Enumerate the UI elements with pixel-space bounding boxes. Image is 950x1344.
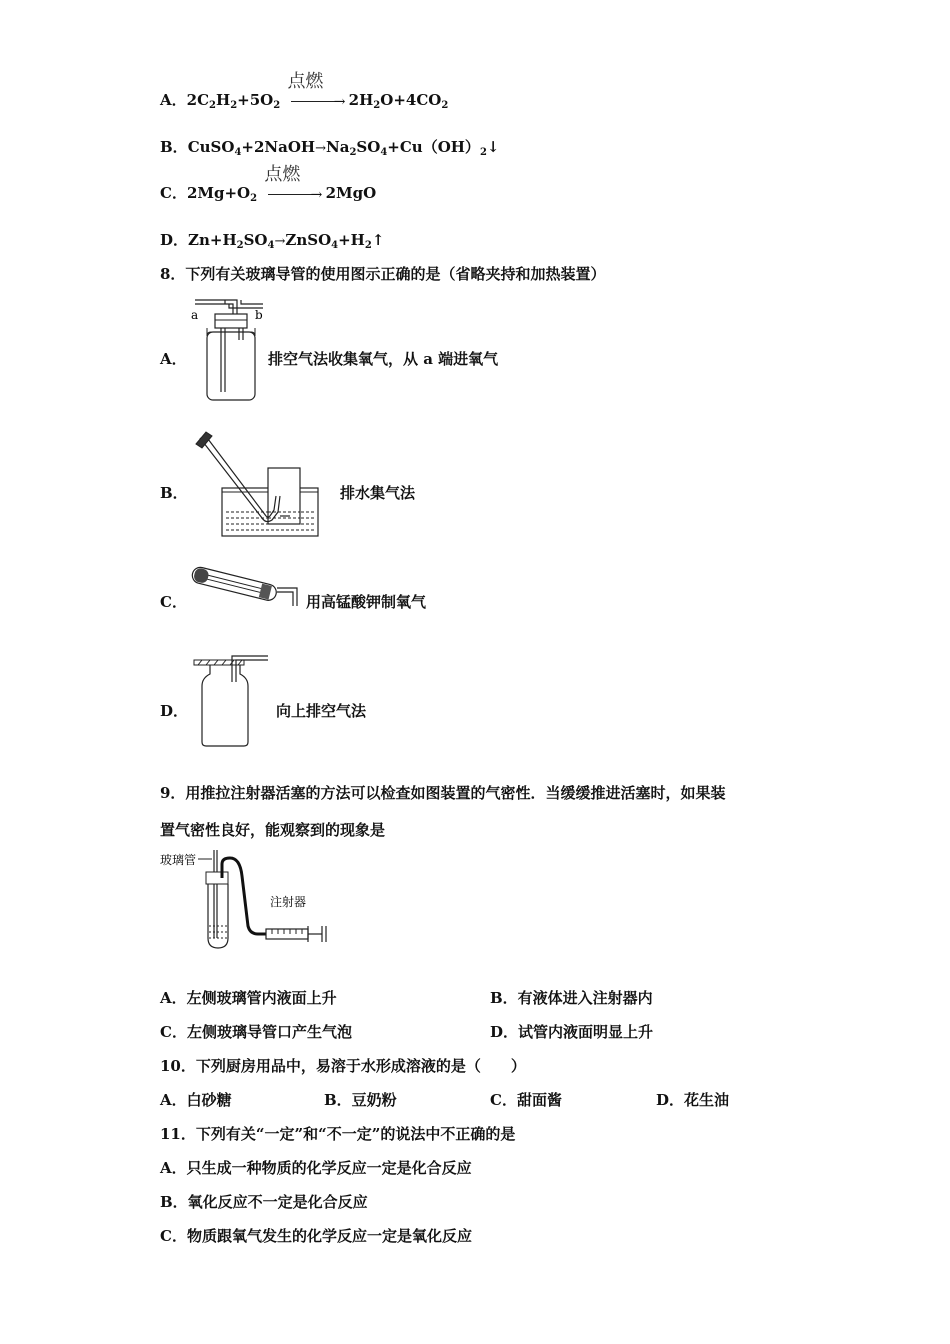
q10-option-a[interactable]: A．白砂糖 bbox=[160, 1091, 232, 1109]
q11-option-c[interactable]: C．物质跟氧气发生的化学反应一定是氧化反应 bbox=[160, 1227, 472, 1245]
q10-option-b[interactable]: B．豆奶粉 bbox=[324, 1091, 397, 1109]
q9-option-c[interactable]: C．左侧玻璃导管口产生气泡 bbox=[160, 1023, 352, 1041]
q8-option-a-desc: 排空气法收集氧气，从 a 端进氧气 bbox=[268, 350, 499, 368]
q7-option-c[interactable]: C．$2Mg+O_2$ 点燃 → 2MgO bbox=[160, 164, 377, 204]
upward-air-displacement-figure bbox=[192, 652, 272, 750]
q9-option-b[interactable]: B．有液体进入注射器内 bbox=[490, 989, 653, 1007]
q10-stem: 10．下列厨房用品中，易溶于水形成溶液的是（ ） bbox=[160, 1057, 526, 1075]
q11-option-a[interactable]: A．只生成一种物质的化学反应一定是化合反应 bbox=[160, 1159, 472, 1177]
q8-option-c-letter[interactable]: C． bbox=[160, 593, 187, 611]
label-a: a bbox=[191, 308, 199, 322]
airtightness-apparatus-figure bbox=[158, 846, 338, 954]
glass-tube-label: 玻璃管 bbox=[160, 853, 197, 867]
q10-option-c[interactable]: C．甜面酱 bbox=[490, 1091, 562, 1109]
q8-option-b-letter[interactable]: B． bbox=[160, 484, 188, 502]
q7-option-a[interactable]: A．$2C_2H_2+5O_2$ 点燃 → $2H_2O+4CO_2$ bbox=[160, 71, 449, 111]
water-displacement-figure bbox=[192, 430, 322, 540]
syringe-label: 注射器 bbox=[270, 895, 307, 909]
q7-option-d[interactable]: D．$Zn+H_2SO_4\to ZnSO_4+H_2↑$ bbox=[160, 231, 385, 251]
q11-option-b[interactable]: B．氧化反应不一定是化合反应 bbox=[160, 1193, 368, 1211]
q9-stem-line1: 9．用推拉注射器活塞的方法可以检查如图装置的气密性．当缓缓推进活塞时，如果装 bbox=[160, 784, 726, 802]
q7-option-b[interactable]: B．$CuSO_4+2NaOH\to Na_2SO_4+Cu(OH)_2↓$ bbox=[160, 138, 500, 158]
reaction-arrow: 点燃 → bbox=[287, 71, 346, 110]
q8-option-b-desc: 排水集气法 bbox=[340, 484, 416, 502]
gas-washing-bottle-figure bbox=[185, 292, 265, 404]
q8-option-d-desc: 向上排空气法 bbox=[276, 702, 367, 720]
q8-option-a-letter[interactable]: A． bbox=[160, 350, 187, 368]
q11-stem: 11．下列有关“一定”和“不一定”的说法中不正确的是 bbox=[160, 1125, 516, 1143]
q9-option-a[interactable]: A．左侧玻璃管内液面上升 bbox=[160, 989, 337, 1007]
test-tube-heating-figure bbox=[185, 560, 305, 610]
q10-option-d[interactable]: D．花生油 bbox=[656, 1091, 730, 1109]
q9-option-d[interactable]: D．试管内液面明显上升 bbox=[490, 1023, 654, 1041]
reaction-arrow: 点燃 → bbox=[264, 164, 323, 203]
q8-stem: 8．下列有关玻璃导管的使用图示正确的是（省略夹持和加热装置） bbox=[160, 265, 606, 283]
q9-stem-line2: 置气密性良好，能观察到的现象是 bbox=[160, 821, 386, 839]
q8-option-d-letter[interactable]: D． bbox=[160, 702, 189, 720]
q8-option-c-desc: 用高锰酸钾制氧气 bbox=[306, 593, 427, 611]
label-b: b bbox=[255, 308, 263, 322]
